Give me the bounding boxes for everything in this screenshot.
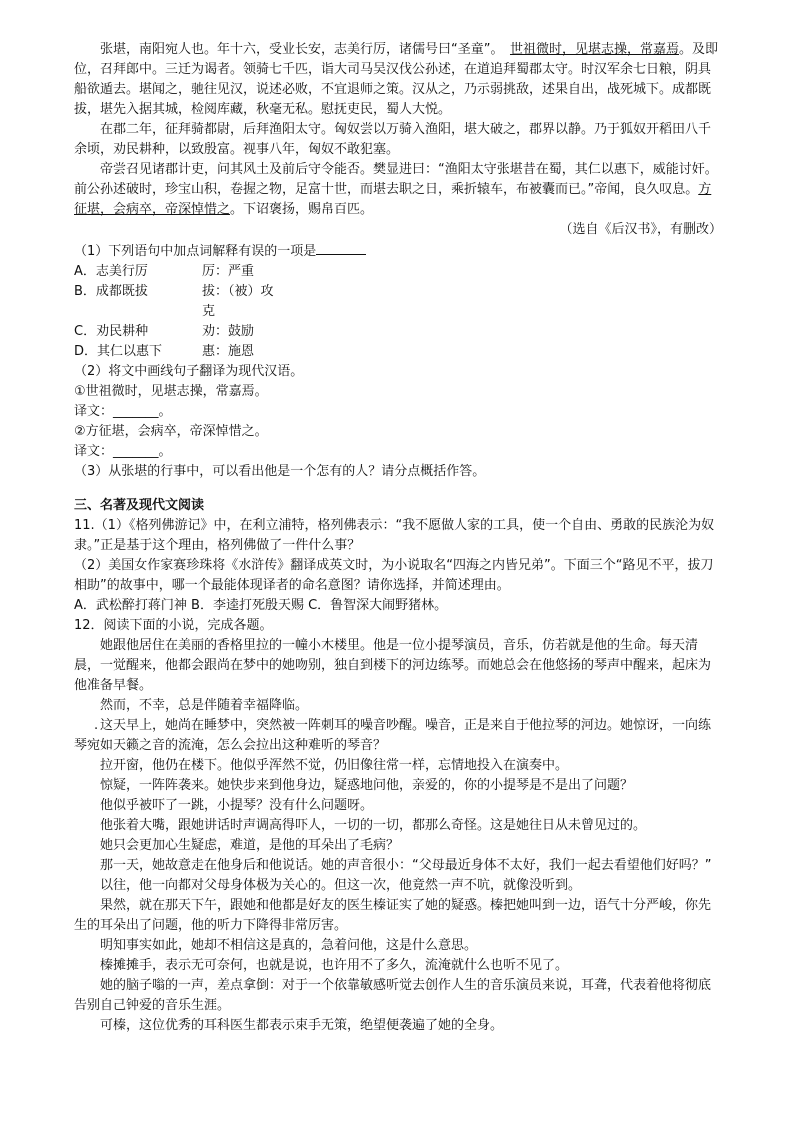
option-phrase: D．其仁以惠下: [74, 344, 163, 359]
option-phrase: B．成都既拔: [74, 284, 148, 299]
underlined-sentence-1: 世祖微时，见堪志操，常嘉焉: [509, 42, 679, 57]
option-row: [74, 302, 722, 322]
story-paragraph: 她跟他居住在美丽的香格里拉的一幢小木楼里。他是一位小提琴演员，音乐，仿若就是他的生命。每天清晨，一觉醒来，他都会跟尚在梦中的她吻别，独自到楼下的河边练琴。而她总会在他悠扬的琴声中醒来，起床为他准备早餐。: [74, 638, 712, 693]
story-paragraph: 他似乎被吓了一跳，小提琴？没有什么问题呀。: [100, 798, 374, 813]
story-paragraph: 拉开窗，他仍在楼下。他似乎浑然不觉，仍旧像往常一样，忘情地投入在演奏中。: [100, 758, 569, 773]
option-phrase: C．劝民耕种: [74, 324, 149, 339]
story-paragraph: 明知事实如此，她却不相信这是真的，急着问他，这是什么意思。: [100, 938, 478, 953]
option-phrase: [74, 302, 202, 322]
story-paragraph: 那一天，她故意走在他身后和他说话。她的声音很小：“父母最近身体不太好，我们一起去看望他们好吗？”: [100, 858, 712, 873]
paragraph-text: 。下诏褒扬，赐帛百匹。: [230, 202, 374, 217]
classical-paragraph-1: [74, 40, 722, 120]
story-text: [74, 636, 722, 1036]
underlined-sentence-2: 方征堪，会病卒，帝深悼惜之: [74, 182, 712, 217]
story-paragraph: 果然，就在那天下午，跟她和他都是好友的医生榛证实了她的疑惑。榛把她叫到一边，语气十分严峻，你先生的耳朵出了问题，他的听力下降得非常厉害。: [74, 898, 712, 933]
question-11-part-1: 11.（1）《格列佛游记》中，在利立浦特，格列佛表示：“我不愿做人家的工具，使一个自由、勇敢的民族沦为奴隶。”正是基于这个理由，格列佛做了一件什么事？: [74, 518, 715, 553]
paragraph-text: 张堪，南阳宛人也。年十六，受业长安，志美行厉，诸儒号曰“圣童”。: [100, 42, 510, 57]
option-row: [74, 282, 722, 302]
option-explanation: 劝：鼓励: [202, 324, 255, 339]
question-1-text: （1）下列语句中加点词解释有误的一项是: [74, 244, 317, 259]
translation-blank-2[interactable]: 译文：_______。: [74, 444, 172, 459]
question-2: （2）将文中画线句子翻译为现代汉语。: [74, 364, 304, 379]
section-heading: 三、名著及现代文阅读: [74, 498, 205, 513]
translation-blank-1[interactable]: 译文：_______。: [74, 404, 172, 419]
source-note: （选自《后汉书》，有删改）: [559, 222, 722, 237]
options-list: [74, 262, 722, 362]
story-paragraph: 她的脑子嗡的一声，差点拿倒：对于一个依靠敏感听觉去创作人生的音乐演员来说，耳聋，代表着他将彻底告别自己钟爱的音乐生涯。: [74, 978, 712, 1013]
option-row: [74, 262, 722, 282]
question-12: 12．阅读下面的小说，完成各题。: [74, 618, 273, 633]
option-explanation: 厉：严重: [202, 264, 255, 279]
story-paragraph: 然而，不幸，总是伴随着幸福降临。: [100, 698, 309, 713]
document-page: [74, 40, 722, 1036]
paragraph-text: 帝尝召见诸郡计吏，问其风土及前后守令能否。樊显进曰：“渔阳太守张堪昔在蜀，其仁以惠下，威能讨奸。前公孙述破时，珍宝山积，卷握之物，足富十世，而堪去职之日，乘折辕车，布被囊而已。”帝闻，良久叹息。: [74, 162, 718, 197]
story-paragraph: [74, 716, 722, 756]
paragraph-text: 。及即位，召拜郎中。三迁为谒者。领骑七千匹，诣大司马吴汉伐公孙述，在道追拜蜀郡太守。时汉军余七日粮，阴具船欲遁去。堪闻之，驰往见汉，说述必败，不宜退师之策。汉从之，乃示弱挑敌，述果自出，战死城下。成都既拔，堪先入据其城，检阅库藏，秋毫无私。慰抚吏民，蜀人大悦。: [74, 42, 719, 117]
question-11-options: A．武松醉打蒋门神 B．李逵打死殷天赐 C．鲁智深大闹野猪林。: [74, 598, 448, 613]
question-3: （3）从张堪的行事中，可以看出他是一个怎有的人？请分点概括作答。: [74, 464, 486, 479]
option-explanation: 拔：（被）攻: [202, 284, 274, 299]
option-phrase: A．志美行厉: [74, 264, 148, 279]
story-paragraph: 她只会更加心生疑虑，难道，是他的耳朵出了毛病？: [100, 838, 400, 853]
classical-paragraph-3: [74, 160, 722, 220]
dot-marker: .: [94, 718, 99, 733]
option-explanation: 惠：施恩: [202, 344, 255, 359]
answer-blank[interactable]: [316, 240, 366, 255]
story-paragraph: 可榛，这位优秀的耳科医生都表示束手无策，绝望便袭遍了她的全身。: [100, 1018, 504, 1033]
sentence-1: ①世祖微时，见堪志操，常嘉焉。: [74, 384, 268, 399]
paragraph-text: 这天早上，她尚在睡梦中，突然被一阵刺耳的噪音吵醒。噪音，正是来自于他拉琴的河边。她惊讶，一向练琴宛如天籁之音的流淹，怎么会拉出这种难听的琴音？: [74, 718, 712, 753]
spacer: [74, 482, 722, 496]
option-row: [74, 342, 722, 362]
question-11-part-2: （2）美国女作家赛珍珠将《水浒传》翻译成英文时，为小说取名“四海之内皆兄弟”。下面三个“路见不平，拔刀相助”的故事中，哪一个最能体现译者的命名意图？请你选择，并简述理由。: [74, 558, 714, 593]
classical-paragraph-2: 在郡二年，征拜骑都尉，后拜渔阳太守。匈奴尝以万骑入渔阳，堪大破之，郡界以静。乃于狐奴开稻田八千余顷，劝民耕种，以致殷富。视事八年，匈奴不敢犯塞。: [74, 122, 712, 157]
sentence-2: ②方征堪，会病卒，帝深悼惜之。: [74, 424, 268, 439]
story-paragraph: 榛摊摊手，表示无可奈何，也就是说，也许用不了多久，流淹就什么也听不见了。: [100, 958, 569, 973]
option-row: [74, 322, 722, 342]
story-paragraph: 惊疑，一阵阵袭来。她快步来到他身边，疑惑地问他，亲爱的，你的小提琴是不是出了问题？: [100, 778, 634, 793]
story-paragraph: 以往，他一向都对父母身体极为关心的。但这一次，他竟然一声不吭，就像没听到。: [100, 878, 582, 893]
option-explanation: 克: [202, 304, 216, 319]
question-1: [74, 240, 722, 262]
story-paragraph: 他张着大嘴，跟她讲话时声调高得吓人，一切的一切，都那么奇怪。这是她往日从未曾见过的。: [100, 818, 647, 833]
